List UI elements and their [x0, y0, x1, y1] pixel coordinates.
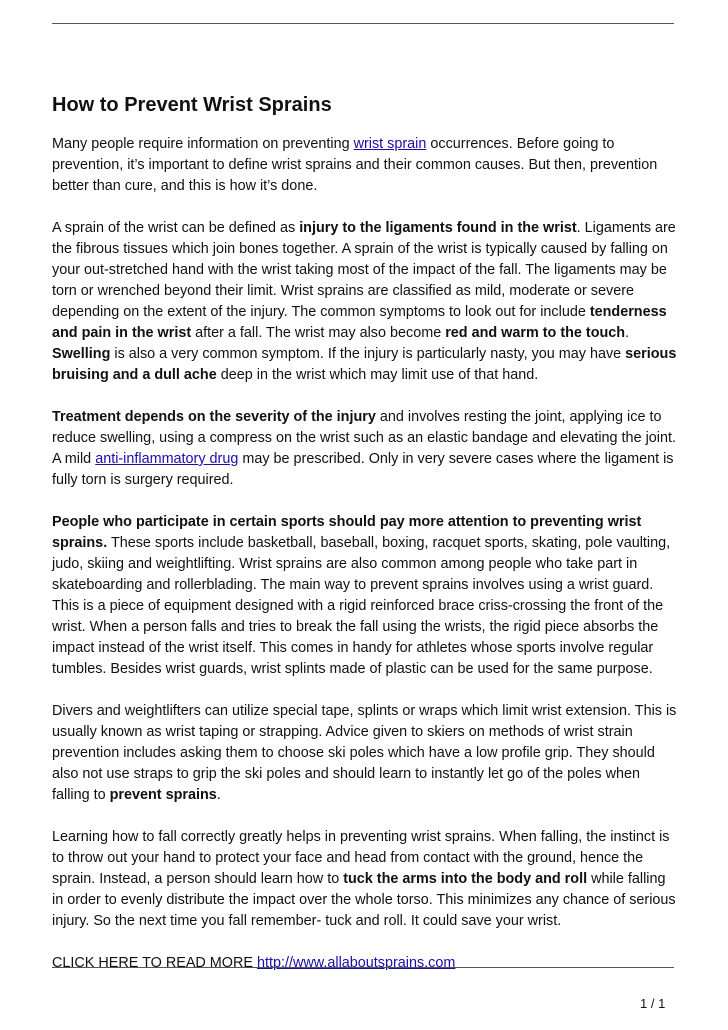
document-title: How to Prevent Wrist Sprains — [52, 94, 332, 116]
paragraph-divers: Divers and weightlifters can utilize special tape, splints or wraps which limit wrist extension. This is usually known as wrist taping or strapping. Advice given to skiers on methods of wrist strain prevention includes asking them to choose ski poles which have a low profile grip. They should also not use straps to grip the ski poles and should learn to instantly let go of the poles when falling to prevent sprains. — [52, 703, 677, 803]
read-more-link[interactable]: http://www.allaboutsprains.com — [256, 955, 456, 971]
page-number: 1 / 1 — [640, 996, 666, 1011]
paragraph-read-more: CLICK HERE TO READ MORE http://www.allaboutsprains.com — [52, 955, 456, 971]
paragraph-treatment: Treatment depends on the severity of the injury and involves resting the joint, applying ice to reduce swelling, using a compress on the wrist such as an elastic bandage and elevating the joint. A mild anti-inflammatory drug may be prescribed. Only in very severe cases where the ligament is fully torn is surgery required. — [52, 409, 676, 488]
header-rule — [52, 23, 674, 24]
wrist-sprain-link[interactable]: wrist sprain — [353, 136, 427, 152]
paragraph-intro: Many people require information on preventing wrist sprain occurrences. Before going to prevention, it’s important to define wrist sprains and their common causes. But then, prevention better than cure, and this is how it’s done. — [52, 136, 658, 194]
paragraph-definition: A sprain of the wrist can be defined as injury to the ligaments found in the wrist. Ligaments are the fibrous tissues which join bones together. A sprain of the wrist is typically caused by falling on your out-stretched hand with the wrist taking most of the impact of the fall. The ligaments may be torn or wrenched beyond their limit. Wrist sprains are classified as mild, moderate or severe depending on the extent of the injury. The common symptoms to look out for include tenderness and pain in the wrist after a fall. The wrist may also become red and warm to the touch. Swelling is also a very common symptom. If the injury is particularly nasty, you may have serious bruising and a dull ache deep in the wrist which may limit use of that hand. — [52, 220, 677, 383]
document-body — [52, 92, 678, 995]
paragraph-falling: Learning how to fall correctly greatly helps in preventing wrist sprains. When falling, the instinct is to throw out your hand to protect your face and head from contact with the ground, hence the sprain. Instead, a person should learn how to tuck the arms into the body and roll while falling in order to evenly distribute the impact over the whole torso. This minimizes any chance of serious injury. So the next time you fall remember- tuck and roll. It could save your wrist. — [52, 829, 676, 929]
anti-inflammatory-drug-link[interactable]: anti-inflammatory drug — [95, 451, 239, 467]
footer-rule — [52, 967, 674, 968]
paragraph-sports: People who participate in certain sports should pay more attention to preventing wrist sprains. These sports include basketball, baseball, boxing, racquet sports, skating, pole vaulting, judo, skiing and weightlifting. Wrist sprains are also common among people who take part in skateboarding and rollerblading. The main way to prevent sprains involves using a wrist guard. This is a piece of equipment designed with a rigid reinforced brace criss-crossing the front of the wrist. When a person falls and tries to break the fall using the wrists, the rigid piece absorbs the impact instead of the wrist itself. This comes in handy for athletes whose sports involve regular tumbles. Besides wrist guards, wrist splints made of plastic can be used for the same purpose. — [52, 514, 671, 677]
